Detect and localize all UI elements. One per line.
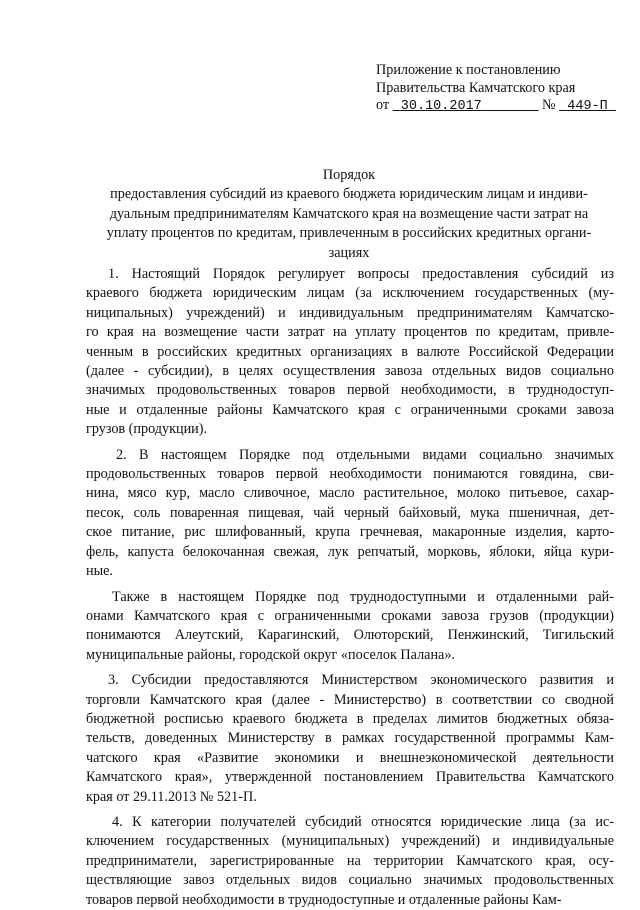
document-body xyxy=(86,265,614,910)
paragraph-line: тельств, доведенных Министерству в рамках государственной программы Кам- xyxy=(86,730,614,747)
paragraph-line: Камчатского края», утвержденной постановлением Правительства Камчатского xyxy=(86,769,614,786)
title-line: предоставления субсидий из краевого бюджета юридическим лицам и индиви- xyxy=(110,186,588,203)
paragraph xyxy=(86,588,614,666)
appendix-from-label: от xyxy=(376,97,390,113)
paragraph-line: ченным в российских кредитных организациях в валюте Российской Федерации xyxy=(86,343,614,360)
paragraph-line: грузов (продукции). xyxy=(86,421,208,438)
paragraph-line: песок, соль поваренная пищевая, чай черный байховый, мука пшеничная, дет- xyxy=(86,504,614,521)
title-line: дуальным предпринимателям Камчатского края на возмещение части затрат на xyxy=(109,205,589,222)
appendix-number: 449-П xyxy=(567,99,608,114)
paragraph-line: товаров первой необходимости в труднодоступные и отдаленные районы Кам- xyxy=(86,891,562,908)
appendix-line-1: Приложение к постановлению xyxy=(376,62,561,78)
title-line: зациях xyxy=(328,244,370,261)
paragraph-line: бюджетной росписью краевого бюджета в пределах лимитов бюджетных обяза- xyxy=(86,710,614,727)
paragraph-line: края от 29.11.2013 № 521-П. xyxy=(86,788,257,805)
paragraph-line: го края на возмещение части затрат на уплату процентов по кредитам, привле- xyxy=(86,324,614,341)
paragraph-line: 3. Субсидии предоставляются Министерством экономического развития и xyxy=(108,672,614,689)
title-line: уплату процентов по кредитам, привлеченным в российских кредитных органи- xyxy=(106,225,592,242)
paragraph-line: предприниматели, зарегистрированные на территории Камчатского края, осу- xyxy=(86,852,614,869)
paragraph-line: муниципальные районы, городской округ «поселок Палана». xyxy=(86,646,455,663)
paragraph-line: значимых продовольственных товаров первой необходимости, в труднодоступ- xyxy=(86,382,614,399)
appendix-header xyxy=(376,62,626,116)
paragraph xyxy=(86,671,614,807)
appendix-date: 30.10.2017 xyxy=(400,99,482,114)
paragraph-line: краевого бюджета юридическим лицам (за исключением государственных (му- xyxy=(86,285,614,302)
paragraph-line: нина, мясо кур, масло сливочное, масло растительное, молоко питьевое, сахар- xyxy=(86,485,614,502)
paragraph xyxy=(86,446,614,582)
paragraph-line: понимаются Алеутский, Карагинский, Олюторский, Пенжинский, Тигильский xyxy=(86,627,614,644)
paragraph-line: продовольственных товаров первой необходимости понимаются говядина, сви- xyxy=(86,466,614,483)
paragraph xyxy=(86,813,614,910)
paragraph-line: (далее - субсидии), в целях осуществления завоза отдельных видов социально xyxy=(86,363,614,380)
paragraph-line: ключением государственных (муниципальных) учреждений) и индивидуальные xyxy=(86,833,614,850)
paragraph-line: торговли Камчатского края (далее - Министерство) в соответствии со сводной xyxy=(86,691,614,708)
appendix-line-2: Правительства Камчатского края xyxy=(376,79,576,96)
paragraph-line: 2. В настоящем Порядке под отдельными видами социально значимых xyxy=(116,446,614,463)
appendix-number-label: № xyxy=(542,97,556,113)
paragraph-line: ные. xyxy=(86,563,113,580)
paragraph-line: ниципальных) учреждений) и индивидуальным предпринимателям Камчатско- xyxy=(86,304,614,321)
paragraph-line: Также в настоящем Порядке под труднодоступными и отдаленными рай- xyxy=(112,588,614,605)
paragraph-line: ные и отдаленные районы Камчатского края с ограниченными сроками завоза xyxy=(86,401,614,418)
appendix-line-3 xyxy=(376,97,626,116)
paragraph-line: ское питание, рис шлифованный, крупа гречневая, макаронные изделия, карто- xyxy=(86,524,614,541)
paragraph-line: 1. Настоящий Порядок регулирует вопросы предоставления субсидий из xyxy=(108,266,614,282)
paragraph xyxy=(86,265,614,440)
document-title xyxy=(86,166,612,263)
paragraph-line: 4. К категории получателей субсидий относятся юридические лица (за ис- xyxy=(112,813,614,830)
paragraph-line: фель, капуста белокочанная свежая, лук репчатый, морковь, яблоки, яйца кури- xyxy=(86,543,614,560)
paragraph-line: чатского края «Развитие экономики и внешнеэкономической деятельности xyxy=(86,749,614,766)
title-heading: Порядок xyxy=(322,167,376,183)
paragraph-line: ществляющие завоз отдельных видов социально значимых продовольственных xyxy=(86,872,614,889)
paragraph-line: онами Камчатского края с ограниченными сроками завоза грузов (продукции) xyxy=(86,607,614,624)
